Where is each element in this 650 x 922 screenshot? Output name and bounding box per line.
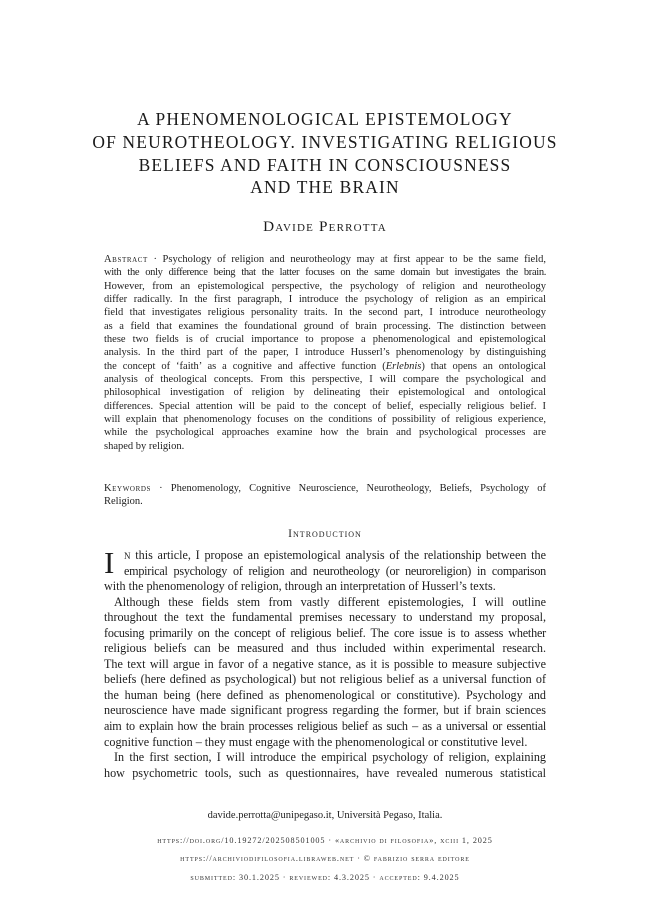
- body-text-span: this article, I propose an epistemological analysis of the relationship between the: [130, 548, 546, 562]
- title-line: AND THE BRAIN: [250, 177, 400, 198]
- keywords: [104, 482, 546, 509]
- abstract-separator: ·: [147, 254, 163, 265]
- body-line: focusing primarily on the concept of religious belief. The core issue is to assess whether: [104, 625, 546, 640]
- abstract-line: as a field that examines the foundational ground of brain processing. The distinction between: [104, 320, 546, 332]
- title-line: OF NEUROTHEOLOGY. INVESTIGATING RELIGIOUS: [92, 131, 558, 152]
- abstract-line: field that investigates religious personality traits. In the second part, I introduce neurotheology: [104, 307, 546, 319]
- keywords-text: Phenomenology, Cognitive Neuroscience, Neurotheology, Beliefs, Psychology of: [170, 483, 546, 494]
- abstract-heading: Abstract: [104, 254, 148, 265]
- body-line: In the first section, I will introduce the empirical psychology of religion, explaining: [114, 750, 546, 765]
- abstract-line: differ radically. In the first paragraph, I introduce the psychology of religion as an empirical: [104, 294, 546, 306]
- title-line: BELIEFS AND FAITH IN CONSCIOUSNESS: [138, 154, 512, 175]
- body-line: empirical psychology of religion and neurotheology (or neuroreligion) in comparison: [124, 563, 546, 578]
- keywords-line: [104, 482, 546, 495]
- body-line: how psychometric tools, such as questionnaires, have revealed numerous statistical: [104, 765, 546, 780]
- first-word-rest: n: [124, 548, 131, 562]
- abstract-line: analysis of theological concepts. From this perspective, I will compare the psychological and: [104, 374, 546, 386]
- abstract-line: will explain that phenomenology focuses on the conditions of possibility of religious experience,: [104, 414, 546, 426]
- abstract-text: (: [376, 360, 386, 372]
- body-line: aim to explain how the brain processes religious belief as such – as a universal or essential: [104, 719, 546, 734]
- body-line: throughout the text the fundamental premises necessary to understand my proposal,: [104, 610, 546, 625]
- abstract-line: [104, 253, 546, 266]
- abstract-line: these two fields is of crucial importance to propose a phenomenological and epistemological: [104, 334, 546, 346]
- website-line: https://archiviodifilosofia.libraweb.net · © fabrizio serra editore: [180, 854, 470, 863]
- body-line: [104, 548, 546, 564]
- body-line: the human being (here defined as phenomenological or constitutive). Psychology and: [104, 687, 546, 702]
- body-text: [104, 545, 546, 781]
- body-line: religious beliefs can be measured and thus included within experimental research.: [104, 641, 546, 656]
- doi-line: https://doi.org/10.19272/202508501005 · «archivio di filosofia», xciii 1, 2025: [157, 836, 493, 845]
- body-line: beliefs (here defined as psychological) but not religious belief as a universal function of: [104, 672, 546, 687]
- body-line: neuroscience have made significant progress regarding the former, but if brain sciences: [104, 703, 546, 718]
- author-email-affiliation: davide.perrotta@unipegaso.it, Università Pegaso, Italia.: [207, 810, 443, 821]
- abstract: [104, 253, 546, 453]
- body-line: The text will argue in favor of a negative stance, as it is possible to measure subjective: [104, 656, 546, 671]
- abstract-line: philosophical investigation of religion by delineating their epistemological and ontological: [104, 387, 546, 399]
- drop-cap: I: [104, 545, 115, 580]
- author-name: Davide Perrotta: [263, 218, 387, 235]
- submission-dates-line: submitted: 30.1.2025 · reviewed: 4.3.2025 · accepted: 9.4.2025: [190, 873, 460, 882]
- section-heading: Introduction: [288, 527, 362, 540]
- keywords-line: Religion.: [104, 496, 143, 508]
- body-line: Although these fields stem from vastly different epistemologies, I will outline: [114, 594, 546, 609]
- title-line: A PHENOMENOLOGICAL EPISTEMOLOGY: [137, 109, 513, 129]
- abstract-line: differences. Special attention will be paid to the concept of belief, especially religious belief. I: [104, 400, 546, 412]
- body-line: with the phenomenology of religion, through an interpretation of Husserl’s texts.: [104, 579, 496, 594]
- abstract-italic-term: Erlebnis: [385, 360, 422, 372]
- abstract-line: while the psychological approaches examine how the brain and psychological processes are: [104, 427, 546, 439]
- abstract-line: However, from an epistemological perspective, the psychology of religion and neurotheology: [104, 280, 546, 292]
- keywords-separator: ·: [151, 483, 171, 494]
- keywords-heading: Keywords: [104, 483, 151, 494]
- body-line: cognitive function – they must engage with the phenomenological or constitutive level.: [104, 734, 528, 749]
- article-title: [40, 108, 610, 199]
- abstract-line: [104, 360, 546, 373]
- abstract-text: ) that opens an ontological: [421, 360, 546, 372]
- abstract-line: analysis. In the third part of the paper, I introduce Husserl’s phenomenology by distinguishing: [104, 347, 546, 359]
- abstract-text: the concept of ‘faith’ as a cognitive and affective function: [104, 360, 377, 372]
- abstract-line: shaped by religion.: [104, 440, 185, 452]
- abstract-line: with the only difference being that the latter focuses on the same domain but investigates the brain.: [104, 267, 546, 279]
- abstract-text: Psychology of religion and neurotheology may at first appear to be the same field,: [162, 254, 546, 265]
